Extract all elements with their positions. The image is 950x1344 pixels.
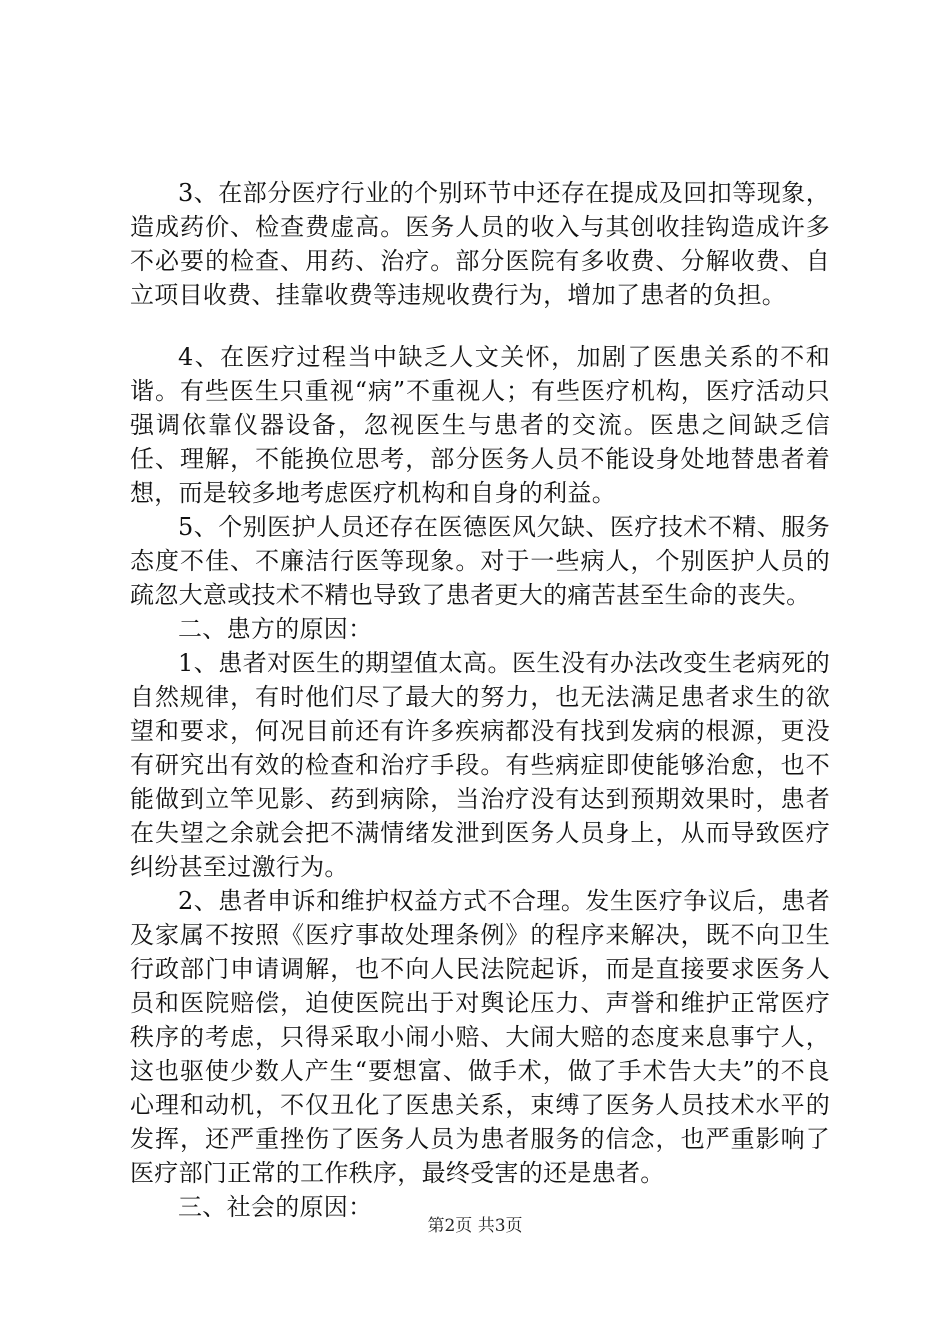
paragraph-patient-1: 1、患者对医生的期望值太高。医生没有办法改变生老病死的自然规律，有时他们尽了最大的努力，也无法满足患者求生的欲望和要求，何况目前还有许多疾病都没有找到发病的根源，更没有研究出有效的检查和治疗手段。有些病症即使能够治愈，也不能做到立竿见影、药到病除，当治疗没有达到预期效果时，患者在失望之余就会把不满情绪发泄到医务人员身上，从而导致医疗纠纷甚至过激行为。 [130,649,830,881]
paragraph-item-3: 3、在部分医疗行业的个别环节中还存在提成及回扣等现象，造成药价、检查费虚高。医务人员的收入与其创收挂钩造成许多不必要的检查、用药、治疗。部分医院有多收费、分解收费、自立项目收费、挂靠收费等违规收费行为，增加了患者的负担。 [130,179,830,309]
section-heading-patient-causes: 二、患方的原因： [178,615,373,643]
section-heading-social-causes: 三、社会的原因： [178,1193,373,1221]
paragraph-patient-2: 2、患者申诉和维护权益方式不合理。发生医疗争议后，患者及家属不按照《医疗事故处理条例》的程序来解决，既不向卫生行政部门申请调解，也不向人民法院起诉，而是直接要求医务人员和医院赔偿，迫使医院出于对舆论压力、声誉和维护正常医疗秩序的考虑，只得采取小闹小赔、大闹大赔的态度来息事宁人，这也驱使少数人产生“要想富、做手术，做了手术告大夫”的不良心理和动机，不仅丑化了医患关系，束缚了医务人员技术水平的发挥，还严重挫伤了医务人员为患者服务的信念，也严重影响了医疗部门正常的工作秩序，最终受害的还是患者。 [130,887,830,1187]
page-footer: 第2页 共3页 [427,1216,523,1236]
document-body [130,176,830,1224]
paragraph-item-4: 4、在医疗过程当中缺乏人文关怀，加剧了医患关系的不和谐。有些医生只重视“病”不重视人；有些医疗机构，医疗活动只强调依靠仪器设备，忽视医生与患者的交流。医患之间缺乏信任、理解，不能换位思考，部分医务人员不能设身处地替患者着想，而是较多地考虑医疗机构和自身的利益。 [130,343,830,507]
paragraph-item-5: 5、个别医护人员还存在医德医风欠缺、医疗技术不精、服务态度不佳、不廉洁行医等现象。对于一些病人，个别医护人员的疏忽大意或技术不精也导致了患者更大的痛苦甚至生命的丧失。 [130,513,830,609]
